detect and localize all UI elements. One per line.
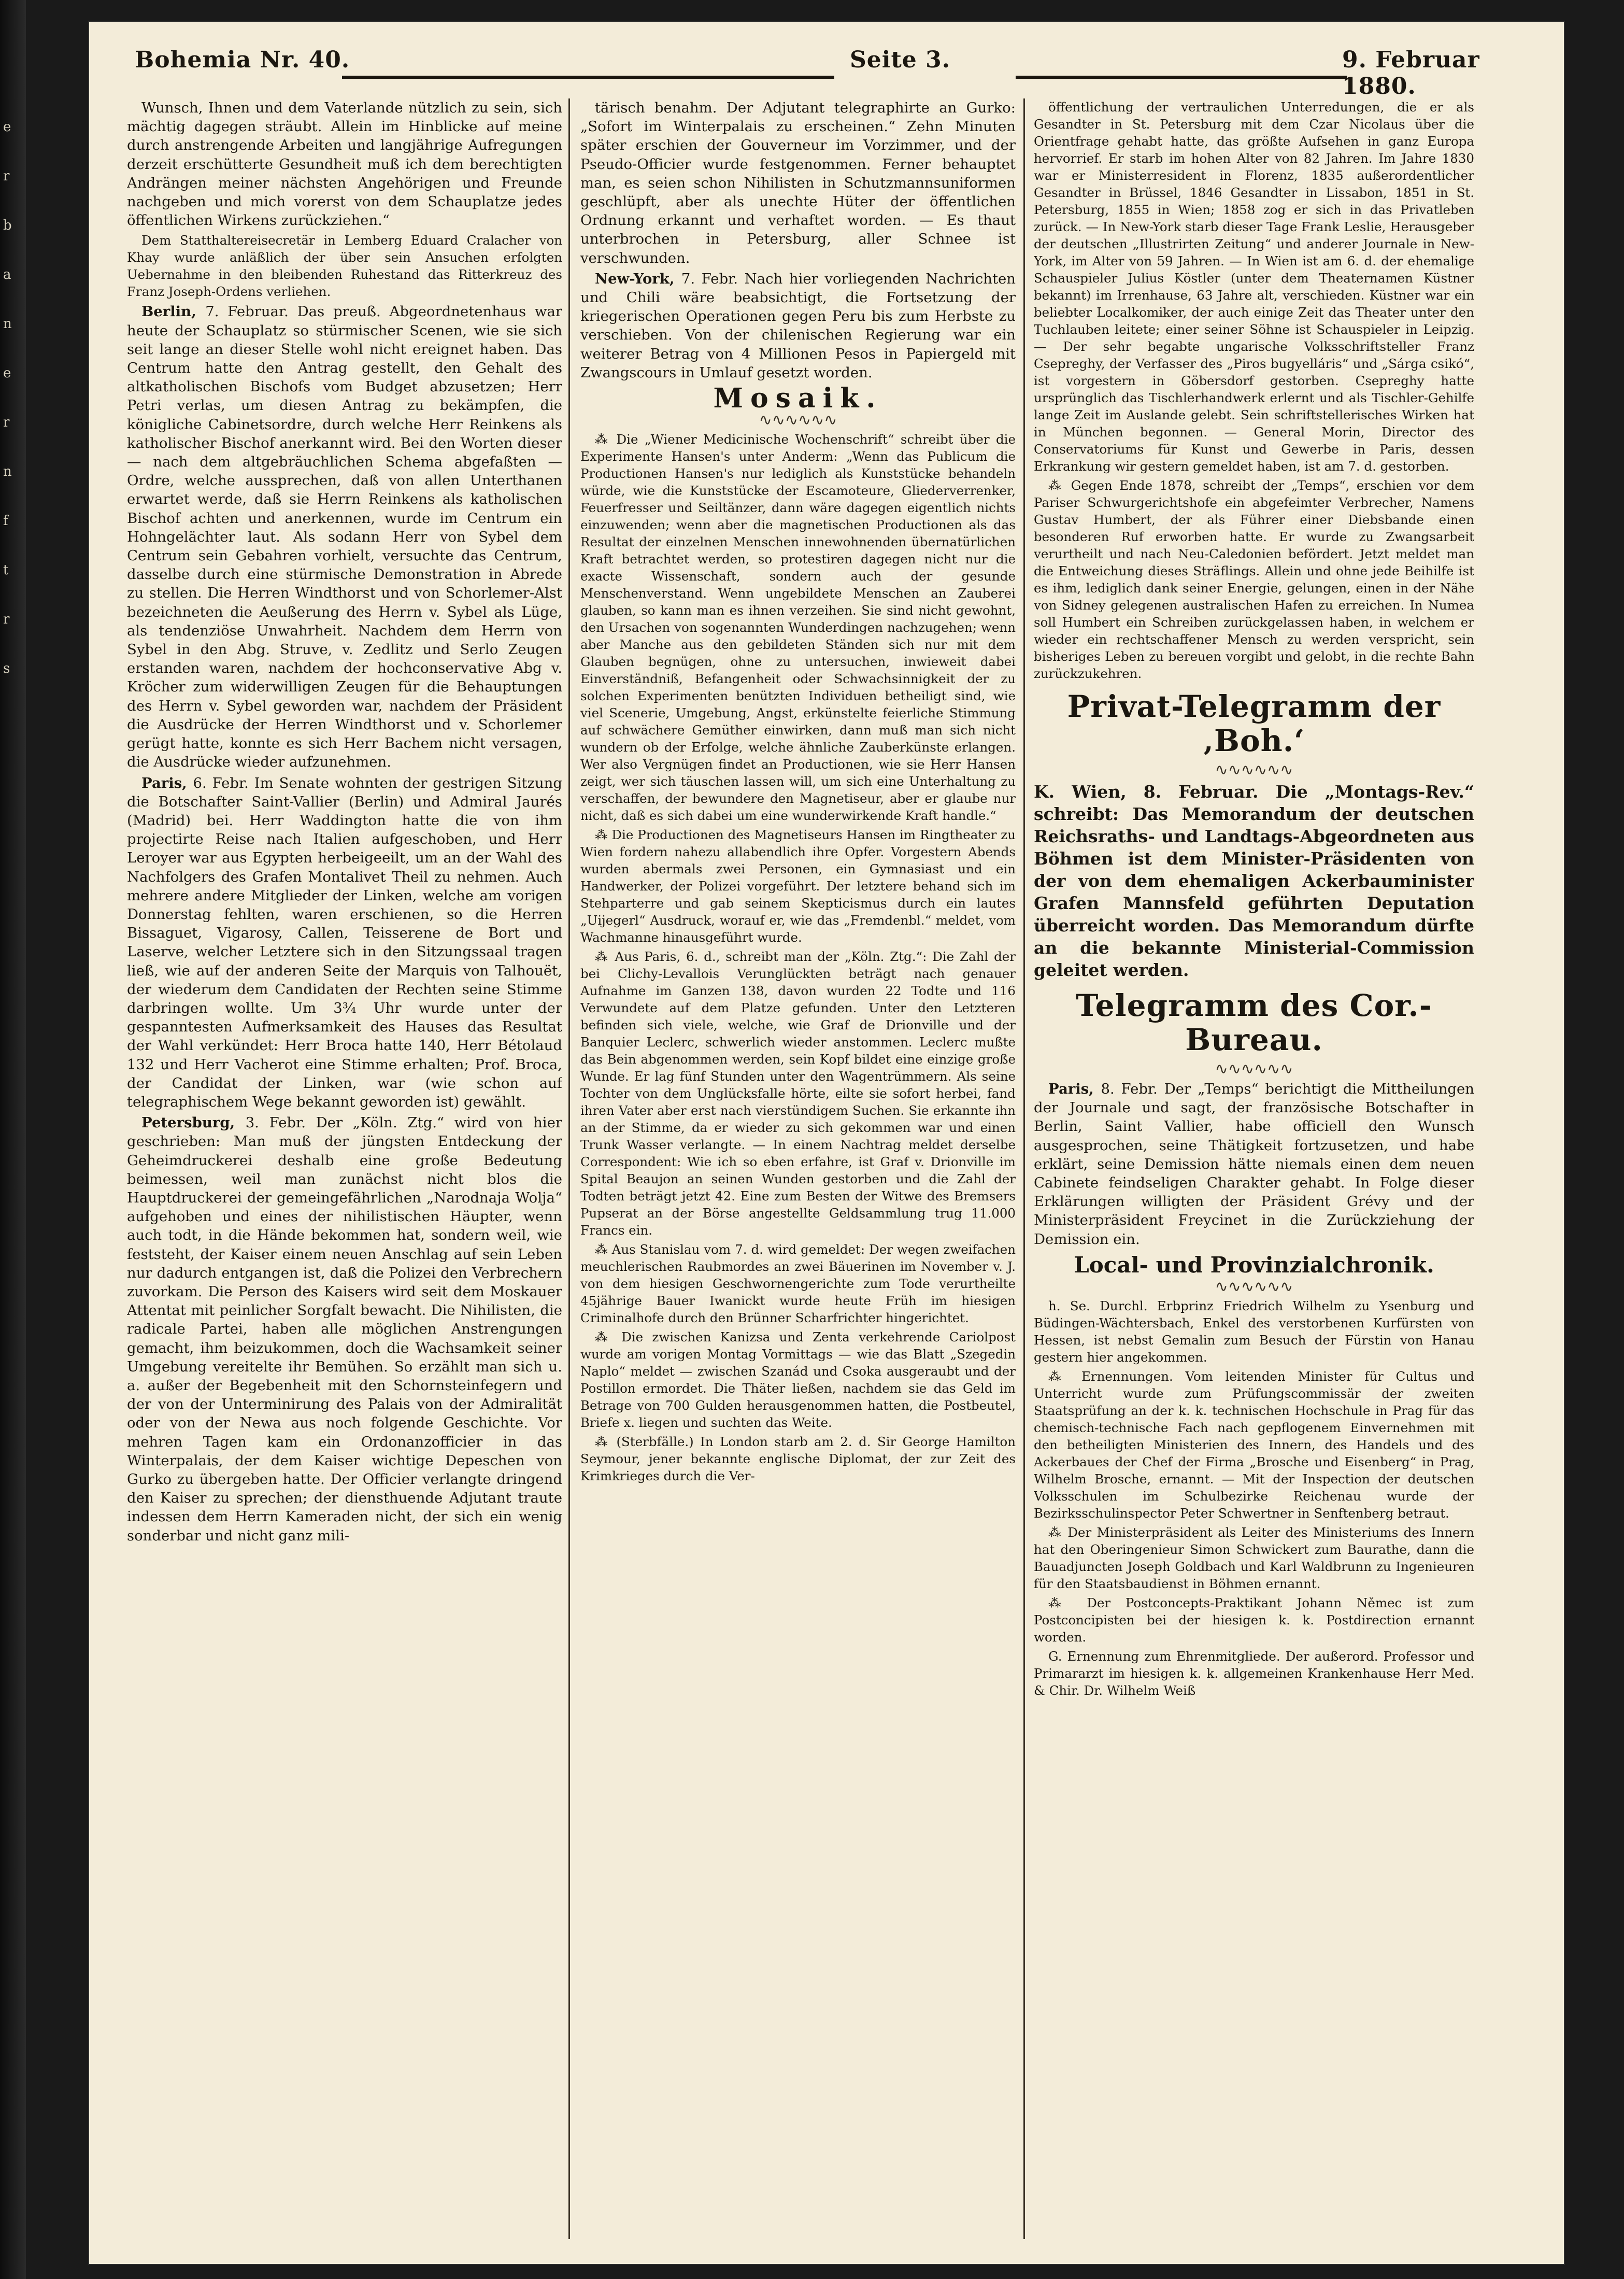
article-paragraph: [127, 1113, 562, 1545]
paragraph-text: tärisch benahm. Der Adjutant telegraphirte an Gurko: „Sofort im Winterpalais zu erscheinen.“ Zehn Minuten später erschien der Gouverneur im Vorzimmer, und der Pseudo-Officier wurde festgenommen. Ferner behauptet man, es seien schon Nihilisten in Schutzmannsuniformen geschlüpft, aber als unechte Hüter der öffentlichen Ordnung erkannt und verhaftet worden. — Es thaut unterbrochen in Petersburg, aller Schnee ist verschwunden.: [580, 100, 1016, 266]
newspaper-page: [88, 21, 1565, 2265]
ornament-rule: ∿∿∿∿∿∿: [1215, 1278, 1293, 1296]
dateline: Berlin,: [141, 303, 206, 320]
paragraph-text: ⁂ Die Productionen des Magnetiseurs Hansen im Ringtheater zu Wien fordern nahezu allabendlich ihre Opfer. Vorgestern Abends wurden abermals zwei Personen, ein Gymnasiast und ein Handwerker, der Polizei vorgeführt. Der letztere behand sich im Stehparterre und gab seinem Skepticismus durch ein lautes „Uijegerl“ Ausdruck, worauf er, wie das „Fremdenbl.“ meldet, vom Wachmanne hinausgeführt wurde.: [580, 827, 1016, 945]
article-paragraph: [1034, 1524, 1474, 1592]
dateline: New-York,: [595, 270, 681, 287]
ornament-rule: ∿∿∿∿∿∿: [1215, 1060, 1293, 1078]
paragraph-text: ⁂ Der Ministerpräsident als Leiter des Ministeriums des Innern hat den Oberingenieur Simon Schwickert zum Baurathe, dann die Bauadjuncten Joseph Goldbach und Karl Waldbrunn zu Ingenieuren für den Staatsbaudienst in Böhmen ernannt.: [1034, 1525, 1474, 1592]
column-2: [580, 98, 1016, 2234]
article-paragraph: [580, 1328, 1016, 1431]
article-paragraph: [127, 774, 562, 1112]
paragraph-text: Dem Statthaltereisecretär in Lemberg Eduard Cralacher von Khay wurde anläßlich der über sein Ansuchen erfolgten Uebernahme in den bleibenden Ruhestand das Ritterkreuz des Franz Joseph-Ordens verliehen.: [127, 233, 562, 300]
header-rule-right: [1016, 76, 1347, 79]
dateline: Paris,: [1048, 1081, 1101, 1097]
article-paragraph: [1034, 98, 1474, 475]
article-paragraph: [1034, 1368, 1474, 1522]
dateline: Petersburg,: [141, 1114, 246, 1131]
paragraph-text: öffentlichung der vertraulichen Unterredungen, die er als Gesandter in St. Petersburg mit dem Czar Nicolaus über die Orientfrage gehabt hatte, das größte Aufsehen in ganz Europa hervorrief. Er starb im hohen Alter von 82 Jahren. Im Jahre 1830 war er Ministerresident in Florenz, 1835 außerordentlicher Gesandter in Brüssel, 1846 Gesandter in Lissabon, 1851 in St. Petersburg, 1855 in Wien; 1858 zog er sich in das Privatleben zurück. — In New-York starb dieser Tage Frank Leslie, Herausgeber der deutschen „Illustrirten Zeitung“ und anderer Journale in New-York, im Alter von 59 Jahren. — In Wien ist am 6. d. der ehemalige Schauspieler Julius Köstler (unter dem Theaternamen Küstner bekannt) im Irrenhause, 63 Jahre alt, verschieden. Küstner war ein beliebter Localkomiker, der auch einige Zeit das Theater unter den Tuchlauben leitete; einer seiner Söhne ist Schauspieler in Leipzig. — Der sehr begabte ungarische Volksschriftsteller Franz Csepreghy, der Verfasser des „Piros bugyelláris“ und „Sárga csikó“, ist vorgestern in Göbersdorf gestorben. Csepreghy hatte ursprünglich das Tischlerhandwerk erlernt und als Tischler-Gehilfe lange Zeit im Auslande gelebt. Sein schriftstellerisches Wirken hat in München begonnen. — General Morin, Director des Conservatoriums für Kunst und Gewerbe in Paris, dessen Erkrankung wir gestern gemeldet haben, ist am 7. d. gestorben.: [1034, 100, 1474, 474]
column-3: [1034, 98, 1474, 2234]
edge-fragment: n: [3, 464, 12, 479]
article-paragraph: [580, 270, 1016, 382]
article-paragraph: [1034, 1080, 1474, 1249]
edge-fragment: e: [3, 365, 11, 381]
edge-fragment: f: [3, 513, 8, 529]
paragraph-text: 8. Febr. Der „Temps“ berichtigt die Mittheilungen der Journale und sagt, der französische Botschafter in Berlin, Saint Vallier, habe officiell den Wunsch ausgesprochen, seine Thätigkeit fortzusetzen, und habe erklärt, seine Demission hätte niemals einen dem neuen Cabinete feindseligen Charakter gehabt. In Folge dieser Erklärungen willigten der Präsident Grévy und der Ministerpräsident Freycinet in die Zurückziehung der Demission ein.: [1034, 1081, 1474, 1248]
header-date: 9. Februar 1880.: [1342, 47, 1480, 100]
paragraph-text: ⁂ Der Postconcepts-Praktikant Johann Němec ist zum Postconcipisten bei der hiesigen k. k. Postdirection ernannt worden.: [1034, 1595, 1474, 1645]
section-heading: Mosaik.: [713, 383, 883, 415]
article-paragraph: [580, 1433, 1016, 1484]
edge-fragment: a: [3, 267, 11, 282]
paragraph-text: ⁂ Die „Wiener Medicinische Wochenschrift“ schreibt über die Experimente Hansen's unter Anderm: „Wenn das Publicum die Productionen Hansen's nur lediglich als Kunststücke behandeln würde, wie die Kunststücke der Escamoteure, Gliederverrenker, Feuerfresser und Seiltänzer, dann wäre dagegen eigentlich nichts einzuwenden; wenn aber die magnetischen Productionen als das Resultat der einzelnen Menschen innewohnenden übernatürlichen Kraft betrachtet werden, so protestiren dagegen nicht nur die exacte Wissenschaft, sondern auch der gesunde Menschenverstand. Wenn ungebildete Menschen an Zauberei glauben, so kann man es ihnen verzeihen. Sie sind nicht gewohnt, den Ursachen von sogenannten Wunderdingen nachzugehen; wenn aber Manche aus den gebildeten Ständen sich nur mit dem Glauben begnügen, ohne zu untersuchen, inwieweit dabei Einverständniß, Befangenheit oder Schwachsinnigkeit der zu solchen Experimenten benützten Individuen betheiligt sind, wie viel Scenerie, Umgebung, Angst, erkünstelte feierliche Stimmung auf schwächere Gemüther einwirken, dann muß man sich nicht wundern ob der Erfolge, welche ähnliche Zauberkünste erlangen. Wer also Vergnügen findet an Productionen, wie sie Herr Hansen zeigt, wer sich täuschen lassen will, um sich eine Unterhaltung zu verschaffen, der bewundere den Magnetiseur, aber er glaube nur nicht, daß es sich dabei um eine wunderwirkende Kraft handle.“: [580, 432, 1016, 824]
article-paragraph: [580, 431, 1016, 824]
edge-fragment: r: [3, 415, 10, 430]
paragraph-text: 7. Februar. Das preuß. Abgeordnetenhaus war heute der Schauplatz so stürmischer Scenen, wie sie sich seit lange an dieser Stelle wohl nicht ereignet haben. Das Centrum hatte den Antrag gestellt, den Gehalt des altkatholischen Bischofs vom Budget abzusetzen; Herr Petri verlas, um diesen Antrag zu bekämpfen, die königliche Cabinetsordre, durch welche Herr Reinkens als katholischer Bischof anerkannt wird. Bei den Worten dieser — nach dem altgebräuchlichen Schema abgefaßten — Ordre, welche aussprechen, daß von allen Unterthanen erwartet werde, daß sie Herrn Reinkens als katholischen Bischof achten und anerkennen, wurde im Centrum ein Hohngelächter laut. Als sodann Herr von Sybel dem Centrum sein Gebahren vorhielt, versuchte das Centrum, dasselbe durch eine stürmische Demonstration in Abrede zu stellen. Die Herren Windthorst und von Schorlemer-Alst bezeichneten die Aeußerung des Herrn v. Sybel als Lüge, als tendenziöse Unwahrheit. Nachdem dem Herrn von Sybel in den Abg. Struve, v. Zedlitz und Serlo Zeugen erstanden waren, nachdem der hochconservative Abg v. Kröcher zum widerwilligen Zeugen für die Behauptungen des Herrn v. Sybel geworden war, nachdem der Präsident die Ausdrücke der Herren Windthorst und v. Schorlemer gerügt hatte, konnte es sich Herr Bachem nicht versagen, die Ausdrücke wieder aufzunehmen.: [127, 303, 562, 771]
article-paragraph: [580, 98, 1016, 267]
section-heading: Local- und Provinzialchronik.: [1074, 1252, 1434, 1278]
edge-fragment: e: [3, 119, 11, 135]
edge-fragment: b: [3, 218, 12, 233]
paragraph-text: 6. Febr. Im Senate wohnten der gestrigen Sitzung die Botschafter Saint-Vallier (Berlin) und Admiral Jaurés (Madrid) bei. Herr Waddington hatte die von ihm projectirte Reise nach Italien aufgeschoben, und Herr Leroyer war aus Egypten herbeigeeilt, um an der Wahl des Nachfolgers des Grafen Montalivet Theil zu nehmen. Auch mehrere andere Mitglieder der Linken, welche am vorigen Donnerstag fehlten, waren erschienen, so die Herren Bissaguet, Vigarosy, Callen, Teisserene de Bort und Laserve, welcher Letztere sich in den Sitzungssaal tragen ließ, wie auf der anderen Seite der Marquis von Talhouët, der wiederum dem Candidaten der Rechten seine Stimme darbringen wollte. Um 3¾ Uhr wurde unter der gespanntesten Aufmerksamkeit des Hauses das Resultat der Wahl verkündet: Herr Broca hatte 140, Herr Bétolaud 132 und Herr Vacherot eine Stimme erhalten; Prof. Broca, der Candidat der Linken, war (wie schon auf telegraphischem Wege bekannt geworden ist) gewählt.: [127, 774, 562, 1110]
header-issue: Bohemia Nr. 40.: [135, 47, 350, 73]
dateline: Paris,: [141, 774, 193, 791]
paragraph-text: h. Se. Durchl. Erbprinz Friedrich Wilhelm zu Ysenburg und Büdingen-Wächtersbach, Enkel des verstorbenen Kurfürsten von Hessen, ist nebst Gemalin zum Besuch der Fürstin von Hanau gestern hier angekommen.: [1034, 1298, 1474, 1365]
edge-fragment: n: [3, 316, 12, 332]
paragraph-text: G. Ernennung zum Ehrenmitgliede. Der außerord. Professor und Primararzt im hiesigen k. k. allgemeinen Krankenhause Herr Med. & Chir. Dr. Wilhelm Weiß: [1034, 1649, 1474, 1698]
edge-fragment: t: [3, 562, 9, 578]
edge-fragment: r: [3, 612, 10, 627]
column-divider: [568, 98, 570, 2239]
paragraph-text: 3. Febr. Der „Köln. Ztg.“ wird von hier geschrieben: Man muß der jüngsten Entdeckung der Geheimdruckerei deshalb eine große Bedeutung beimessen, weil man zunächst nicht blos die Hauptdruckerei der gemeingefährlichen „Narodnaja Wolja“ aufgehoben und eines der nihilistischen Häupter, wenn auch todt, in die Hände bekommen hat, sondern weil, wie feststeht, der Kaiser einem neuen Anschlag auf sein Leben nur dadurch entgangen ist, daß die Polizei den Verbrechern zuvorkam. Die Person des Kaisers wird seit dem Moskauer Attentat mit peinlicher Sorgfalt bewacht. Die Nihilisten, die radicale Partei, haben alle möglichen Anstrengungen gemacht, ihm beizukommen, doch die Wachsamkeit seiner Umgebung vereitelte ihr Bemühen. So erzählt man sich u. a. außer der Begebenheit mit den Schornsteinfegern und der von der Unterminirung des Palais von der Admiralität oder von der Newa aus noch folgende Geschichte. Vor mehren Tagen kam ein Ordonanzofficier in das Winterpalais, der dem Kaiser wichtige Depeschen von Gurko zu übergeben hatte. Der Officier verlangte dringend den Kaiser zu sprechen; der diensthuende Adjutant traute indessen dem Herrn Kameraden nicht, der sich ein wenig sonderbar und nicht ganz mili-: [127, 1114, 562, 1544]
article-paragraph: [580, 948, 1016, 1239]
paragraph-text: ⁂ (Sterbfälle.) In London starb am 2. d. Sir George Hamilton Seymour, jener bekannte englische Diplomat, der zur Zeit des Krimkrieges durch die Ver-: [580, 1434, 1016, 1484]
paragraph-text: ⁂ Aus Stanislau vom 7. d. wird gemeldet: Der wegen zweifachen meuchlerischen Raubmordes an zwei Bäuerinen im November v. J. von dem hiesigen Geschwornengerichte zum Tode verurtheilte 45jährige Bauer Iwanickt wurde heute Früh im hiesigen Criminalhofe durch den Brünner Scharfrichter hingerichtet.: [580, 1242, 1016, 1326]
edge-fragment: s: [3, 661, 10, 676]
scan-edge: [0, 0, 26, 2279]
ornament-rule: ∿∿∿∿∿∿: [1215, 761, 1293, 779]
column-1: [127, 98, 562, 2234]
article-paragraph: [127, 98, 562, 230]
paragraph-text: ⁂ Die zwischen Kanizsa und Zenta verkehrende Cariolpost wurde am vorigen Montag Vormittags — wie das Blatt „Szegedin Naplo“ meldet — zwischen Szanád und Csoka ausgeraubt und der Postillon ermordet. Die Thäter ließen, nachdem sie das Geld im Betrage von 700 Gulden herausgenommen hatten, die Postbeutel, Briefe x. liegen und suchten das Weite.: [580, 1329, 1016, 1431]
article-paragraph: [127, 232, 562, 300]
header-page-number: Seite 3.: [850, 47, 951, 73]
paragraph-text: ⁂ Gegen Ende 1878, schreibt der „Temps“, erschien vor dem Pariser Schwurgerichtshofe ein abgefeimter Verbrecher, Namens Gustav Humbert, der als Führer einer Diebsbande einen besonderen Ruf erworben hatte. Er wurde zu Zwangsarbeit verurtheilt und nach Neu-Caledonien befördert. Jetzt meldet man die Entweichung dieses Sträflings. Allein und ohne jede Beihilfe ist es ihm, lediglich dank seiner Energie, gelungen, einen in der Nähe von Sidney gelegenen australischen Hafen zu erreichen. In Numea soll Humbert ein Schreiben zurückgelassen haben, in welchem er wieder ein rechtschaffener Mensch zu werden verspricht, sein bisheriges Leben zu bereuen vorgibt und gelobt, in die rechte Bahn zurückzukehren.: [1034, 478, 1474, 681]
section-heading: Telegramm des Cor.-Bureau.: [1076, 988, 1432, 1057]
article-paragraph: [1034, 477, 1474, 682]
edge-fragment: r: [3, 168, 10, 184]
article-paragraph: [580, 1241, 1016, 1326]
paragraph-text: ⁂ Aus Paris, 6. d., schreibt man der „Köln. Ztg.“: Die Zahl der bei Clichy-Levallois Verunglückten beträgt nach genauer Aufnahme im Ganzen 138, davon wurden 22 Todte und 116 Verwundete auf dem Platze gefunden. Unter den Letzteren befinden sich viele, welche, wie Graf de Drionville und der Banquier Leclerc, schwerlich wieder anstommen. Leclerc mußte das Bein abgenommen werden, sein Kopf bildet eine einzige große Wunde. Er lag fünf Stunden unter den Wagentrümmern. Als seine Tochter von dem Unglücksfalle hörte, eilte sie sofort herbei, fand ihren Vater aber erst nach vierstündigem Suchen. Sie erkannte ihn an der Stimme, da er wieder zu sich gekommen war und einen Trunk Wasser verlangte. — In einem Nachtrag meldet derselbe Correspondent: Wie ich so eben erfahre, ist Graf v. Drionville im Spital Beaujon an seinen Wunden gestorben und die Zahl der Todten beträgt jetzt 42. Eine zum Besten der Witwe des Bremsers Pupserat an der Börse angestellte Geldsammlung trug 11.000 Francs ein.: [580, 949, 1016, 1238]
column-divider: [1023, 98, 1025, 2239]
paragraph-text: K. Wien, 8. Februar. Die „Montags-Rev.“ schreibt: Das Memorandum der deutschen Reichsraths- und Landtags-Abgeordneten aus Böhmen ist dem Minister-Präsidenten von der von dem ehemaligen Ackerbauminister Grafen Mannsfeld geführten Deputation überreicht worden. Das Memorandum dürfte an die bekannte Ministerial-Commission geleitet werden.: [1034, 782, 1474, 980]
paragraph-text: Wunsch, Ihnen und dem Vaterlande nützlich zu sein, sich mächtig dagegen sträubt. Allein im Hinblicke auf meine durch anstrengende Arbeiten und langjährige Aufregungen derzeit erschütterte Gesundheit muß ich dem berechtigten Andrängen meiner nächsten Angehörigen und Freunde nachgeben und mich vorerst von dem Schauplatze jedes öffentlichen Wirkens zurückziehen.“: [127, 100, 562, 229]
paragraph-text: ⁂ Ernennungen. Vom leitenden Minister für Cultus und Unterricht wurde zum Prüfungscommissär der zweiten Staatsprüfung an der k. k. technischen Hochschule in Prag für das chemisch-technische Fach nach gepflogenem Einvernehmen mit den betheiligten Ministerien des Innern, des Handels und des Ackerbaues der Chef der Firma „Brosche und Eisenberg“ in Prag, Wilhelm Brosche, ernannt. — Mit der Inspection der deutschen Volksschulen im Schulbezirke Reichenau wurde der Bezirksschulinspector Peter Schwertner in Senftenberg betraut.: [1034, 1369, 1474, 1521]
article-paragraph: [1034, 1297, 1474, 1366]
article-paragraph: [1034, 1594, 1474, 1646]
paragraph-text: 7. Febr. Nach hier vorliegenden Nachrichten und Chili wäre beabsichtigt, die Fortsetzung der kriegerischen Operationen gegen Peru bis zum Herbste zu verschieben. Von der chilenischen Regierung war ein weiterer Betrag von 4 Millionen Pesos in Papiergeld mit Zwangscours in Umlauf gesetzt worden.: [580, 270, 1016, 381]
article-paragraph: [1034, 1648, 1474, 1699]
section-heading: Privat-Telegramm der ‚Boh.‘: [1067, 689, 1441, 758]
header-rule-left: [342, 76, 834, 79]
page-header: [135, 47, 1523, 100]
article-paragraph: [127, 302, 562, 771]
article-paragraph: [580, 826, 1016, 946]
article-paragraph: [1034, 781, 1474, 981]
ornament-rule: ∿∿∿∿∿∿: [759, 411, 837, 430]
